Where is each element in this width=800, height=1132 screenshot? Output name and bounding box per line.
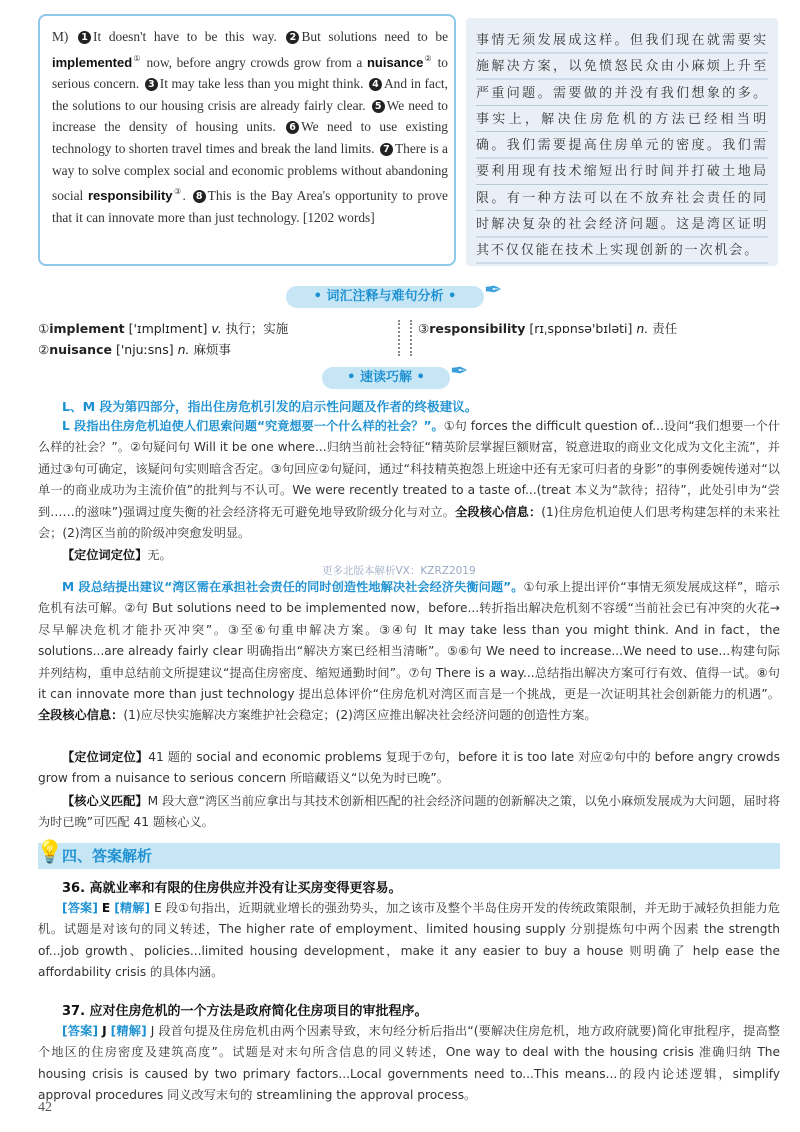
watermark: 更多北版本解析VX：KZRZ2019	[322, 565, 476, 577]
sentence-number: 8	[193, 190, 206, 203]
question-37-explanation: [答案] J [精解] J 段首句提及住房危机由两个因素导致，末句经分析后指出“(要解决住房危机，地方政府就要)简化审批程序，提高整个地区的住房密度及建筑高度”。试题是对末句所含信息的同义转述，One way to deal with the housing crisis 准确归纳 The housing crisis is caused by two primary factors...Local governments need to...This means...的段内论述逻辑，simplify approval procedures 同义改写末句的 streamlining the approval process。	[38, 1024, 780, 1103]
question-36-explanation: [答案] E [精解] E 段①句指出，近期就业增长的强劲势头，加之该市及整个半岛住房开发的传统政策限制，并无助于减轻负担能力危机。试题是对该句的同义转述，The higher rate of employment、limited housing supply 分别提炼句中两个因素 the strength of...job growth、policies...limited housing development，make it any easier to buy a house 则明确了 help ease the affordability crisis 的具体内涵。	[38, 901, 781, 980]
m-locator: 【定位词定位】41 题的 social and economic problems 复现于⑦句，before it is too late 对应②句中的 before angry crowds grow from a nuisance to serious concern 所暗藏语义“以免为时已晚”。	[38, 750, 781, 786]
keyword: nuisance	[366, 54, 424, 70]
vocab-section-title: • 词汇注释与难句分析 •	[286, 286, 484, 308]
sentence-number: 4	[369, 78, 382, 91]
keyword: responsibility	[88, 188, 173, 204]
question-36-title: 36. 高就业率和有限的住房供应并没有让买房变得更容易。	[62, 881, 402, 896]
translation-text: 事情无须发展成这样。但我们现在就需要实施解决方案，以免愤怒民众由小麻烦上升至严重问题。需要做的并没有我们想象的多。事实上，解决住房危机的方法已经相当明确。我们需要提高住房单元的密度。我们需要利用现有技术缩短出行时间并打破土地局限。有一种方法可以在不放弃社会责任的同时解决复杂的社会经济问题。这是湾区证明其不仅仅能在技术上实现创新的一次机会。	[476, 28, 768, 265]
sentence-number: 3	[145, 78, 158, 91]
lm-heading: L、M 段为第四部分，指出住房危机引发的启示性问题及作者的终极建议。	[62, 399, 478, 414]
m-analysis: M 段总结提出建议“湾区需在承担社会责任的同时创造性地解决社会经济失衡问题”。①句承上提出评价“事情无须发展成这样”，暗示危机有法可解。②句 But solutions need to be implemented now，before...转折指出解决危机刻不容缓“当前社会已有冲突的火花→尽早解决危机才能扑灭冲突”。③至⑥句重申解决方案。③④句 It may take less than you might think. And in fact，the solutions...are already fairly clear 明确指出“解决方案已经相当清晰”。⑤⑥句 We need to increase...We need to use...构建句际并列结构，重申总结前文所提建议“提高住房密度、缩短通勤时间”。⑦句 There is a way...总结指出解决方案可行有效、值得一试。⑧句 it can innovate more than just technology 提出总体评价“住房危机对湾区而言是一个挑战，更是一次证明其社会创新能力的机遇”。全段核心信息：(1)应尽快实施解决方案维护社会稳定；(2)湾区应推出解决社会经济问题的创造性方案。	[38, 580, 780, 723]
lightbulb-icon: 💡	[36, 840, 64, 865]
page-number: 42	[38, 1100, 52, 1115]
m-core-match: 【核心义匹配】M 段大意“湾区当前应拿出与其技术创新相匹配的社会经济问题的创新解决之策，以免小麻烦发展成为大问题，届时将为时已晚”可匹配 41 题核心义。	[38, 794, 781, 830]
sentence-number: 2	[286, 31, 299, 44]
sentence-number: 1	[78, 31, 91, 44]
vocab-divider	[398, 320, 412, 356]
feather-icon: ✒	[450, 359, 469, 384]
vocab-item-2: ②nuisance ['njuːsns] n. 麻烦事	[38, 342, 232, 357]
question-37-title: 37. 应对住房危机的一个方法是政府简化住房项目的审批程序。	[62, 1004, 428, 1019]
vocab-item-1: ①implement ['ɪmplɪment] v. 执行；实施	[38, 321, 289, 336]
keyword: implemented	[52, 54, 133, 70]
l-locator: 【定位词定位】无。	[62, 548, 172, 562]
sentence-number: 7	[380, 143, 393, 156]
paragraph-label: M)	[52, 29, 69, 44]
feather-icon: ✒	[484, 278, 503, 303]
vocab-item-3: ③responsibility [rɪˌspɒnsə'bɪləti] n. 责任	[418, 321, 678, 336]
answer-section-title: 四、答案解析	[62, 847, 153, 865]
l-analysis: L 段指出住房危机迫使人们思索问题“究竟想要一个什么样的社会？”。①句 forces the difficult question of...设问“我们想要一个什么样的社会？”。②句疑问句 Will it be one where...归纳当前社会特征“精英阶层掌握巨额财富，锐意进取的商业文化成为文化主流”，并通过③句可确定，该疑问句实则暗含否定。③句回应②句疑问，通过“科技精英抱怨上班途中还有无家可归者的身影”的事例委婉传递对“以单一的商业成功为主流价值”的批判与不认可。We were recently treated to a taste of...(treat 本义为“款待；招待”，此处引申为“尝到……的滋味”)强调过度失衡的社会经济将无可避免地导致阶级分化与对立。全段核心信息：(1)住房危机迫使人们思考构建怎样的未来社会；(2)湾区当前的阶级冲突愈发明显。	[38, 419, 781, 541]
word-count: [1202 words]	[302, 209, 375, 225]
sentence-number: 6	[286, 121, 299, 134]
speed-section-title: • 速读巧解 •	[322, 367, 450, 389]
sentence-number: 5	[372, 100, 385, 113]
english-passage: M) 1 It doesn't have to be this way. 2 But solutions need to be implemented① now, before angry crowds grow from a nuisance② to serious concern. 3 It may take less than you might think. 4 And in fact, the solutions to our housing crisis are already fairly clear. 5 We need to increase the density of housing units. 6 We need to use existing technology to shorten travel times and break the land limits. 7 There is a way to solve complex social and economic problems without abandoning social responsibility③. 8 This is the Bay Area's opportunity to prove that it can innovate more than just technology. [1202 words]	[52, 29, 449, 225]
